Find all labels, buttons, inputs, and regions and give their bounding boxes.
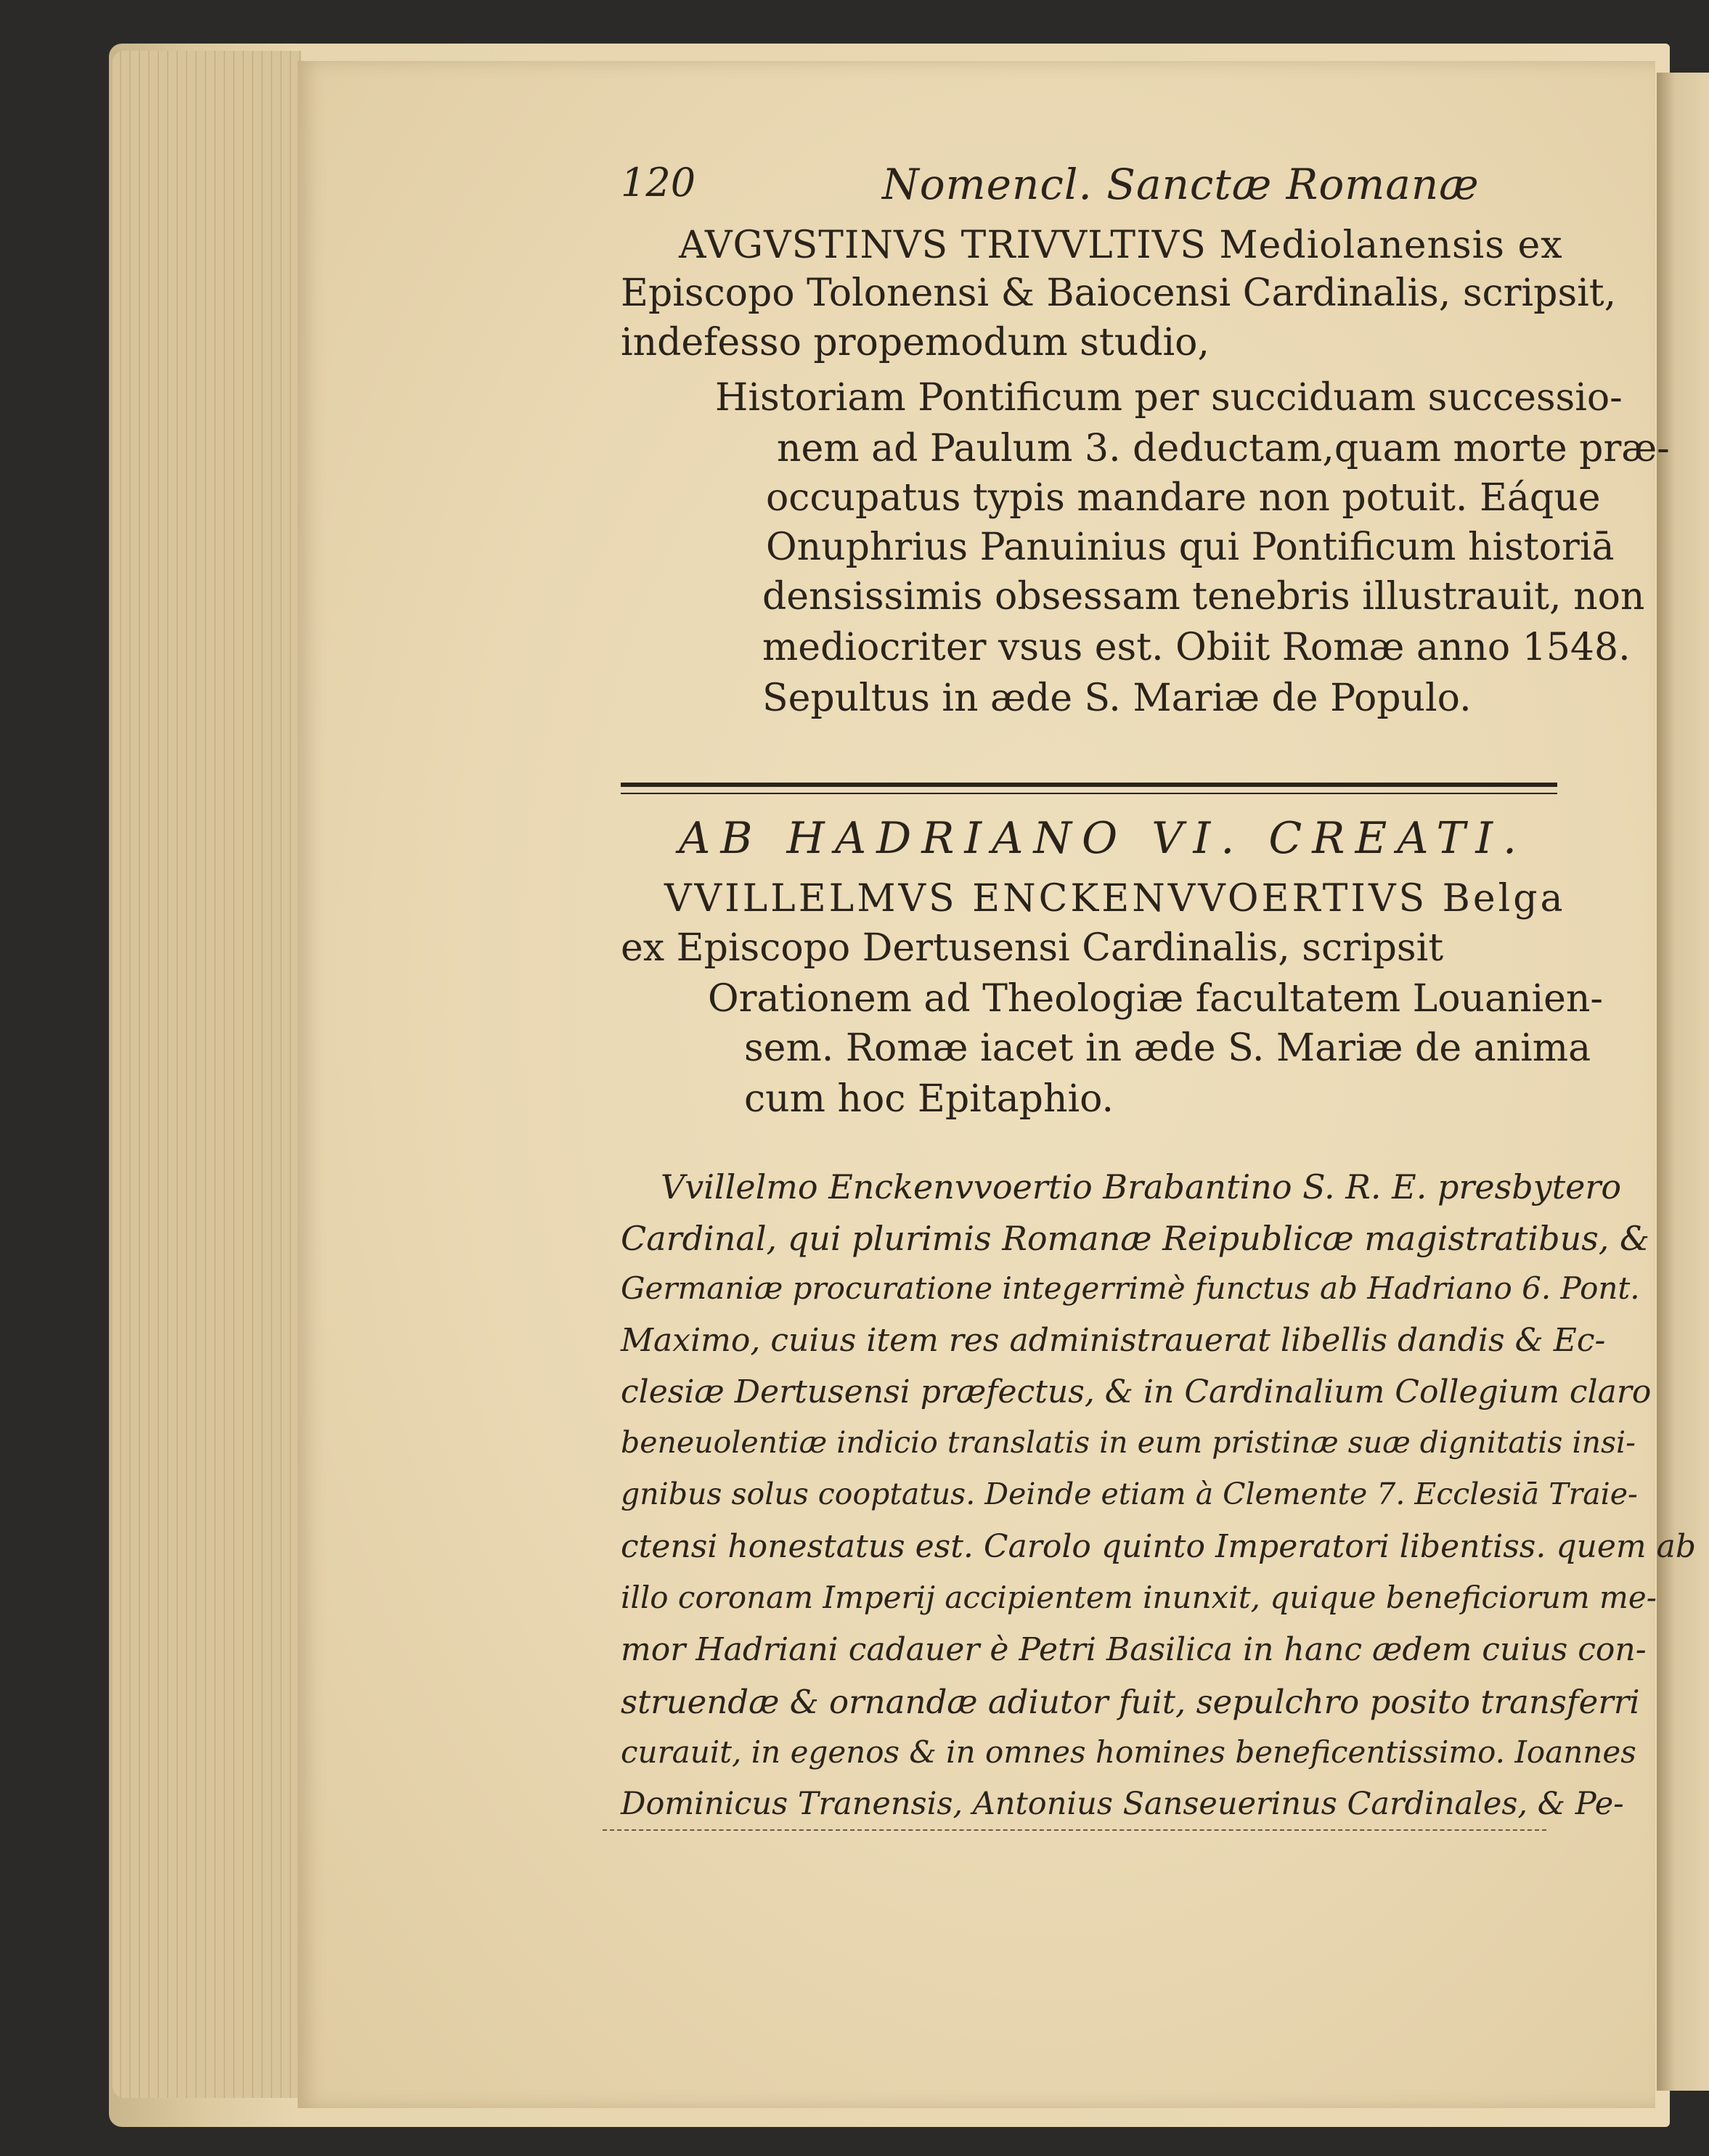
entry-line: AVGVSTINVS TRIVVLTIVS Mediolanensis ex (679, 224, 1563, 267)
facing-page-edge (1657, 73, 1709, 2091)
entry-line: VVILLELMVS ENCKENVVOERTIVS Belga (664, 877, 1566, 920)
epitaph-line: Germaniæ procuratione integerrimè functus ab Hadriano 6. Pont. (621, 1270, 1640, 1306)
epitaph-line: ctensi honestatus est. Carolo quinto Imperatori libentiss. quem ab (621, 1528, 1697, 1565)
bottom-margin-line (603, 1829, 1546, 1831)
entry-line: Historiam Pontificum per succiduam successio- (715, 376, 1623, 420)
entry-line: indefesso propemodum studio, (621, 321, 1210, 364)
epitaph-line: curauit, in egenos & in omnes homines beneficentissimo. Ioannes (621, 1734, 1636, 1770)
entry-line: Sepultus in æde S. Mariæ de Populo. (762, 677, 1472, 720)
epitaph-line: Dominicus Tranensis, Antonius Sanseuerinus Cardinales, & Pe- (621, 1786, 1624, 1822)
entry-line: densissimis obsessam tenebris illustrauit, non (762, 575, 1645, 618)
entry-line: mediocriter vsus est. Obiit Romæ anno 1548. (762, 626, 1631, 669)
entry-line: occupatus typis mandare non potuit. Eáque (766, 476, 1601, 520)
epitaph-line: illo coronam Imperij accipientem inunxit, quique beneficiorum me- (621, 1580, 1657, 1615)
epitaph-line: gnibus solus cooptatus. Deinde etiam à Clemente 7. Ecclesiā Traie- (621, 1477, 1638, 1511)
entry-line: ex Episcopo Dertusensi Cardinalis, scripsit (621, 926, 1444, 970)
entry-line: Orationem ad Theologiæ facultatem Louanien- (708, 977, 1603, 1021)
epitaph-line: struendæ & ornandæ adiutor fuit, sepulchro posito transferri (621, 1683, 1640, 1721)
section-heading: AB HADRIANO VI. CREATI. (679, 813, 1528, 864)
epitaph-line: beneuolentiæ indicio translatis in eum pristinæ suæ dignitatis insi- (621, 1425, 1636, 1460)
entry-line: Episcopo Tolonensi & Baiocensi Cardinalis, scripsit, (621, 271, 1617, 315)
epitaph-line: Maximo, cuius item res administrauerat libellis dandis & Ec- (621, 1322, 1606, 1359)
entry-line: cum hoc Epitaphio. (744, 1077, 1114, 1121)
entry-line: Onuphrius Panuinius qui Pontificum historiā (766, 526, 1615, 569)
section-divider-thin (621, 793, 1557, 794)
epitaph-line: Vvillelmo Enckenvvoertio Brabantino S. R. E. presbytero (661, 1167, 1622, 1206)
entry-line: nem ad Paulum 3. deductam,quam morte præ- (777, 427, 1670, 470)
page-header (621, 160, 1586, 225)
epitaph-line: Cardinal, qui plurimis Romanæ Reipublicæ magistratibus, & (621, 1219, 1649, 1258)
epitaph-line: mor Hadriani cadauer è Petri Basilica in hanc ædem cuius con- (621, 1631, 1647, 1668)
page-number: 120 (621, 160, 696, 205)
section-divider (621, 783, 1557, 787)
epitaph-line: clesiæ Dertusensi præfectus, & in Cardinalium Collegium claro (621, 1373, 1652, 1410)
page-edges (113, 51, 301, 2098)
running-title: Nomencl. Sanctæ Romanæ (882, 160, 1480, 209)
entry-line: sem. Romæ iacet in æde S. Mariæ de anima (744, 1026, 1591, 1070)
